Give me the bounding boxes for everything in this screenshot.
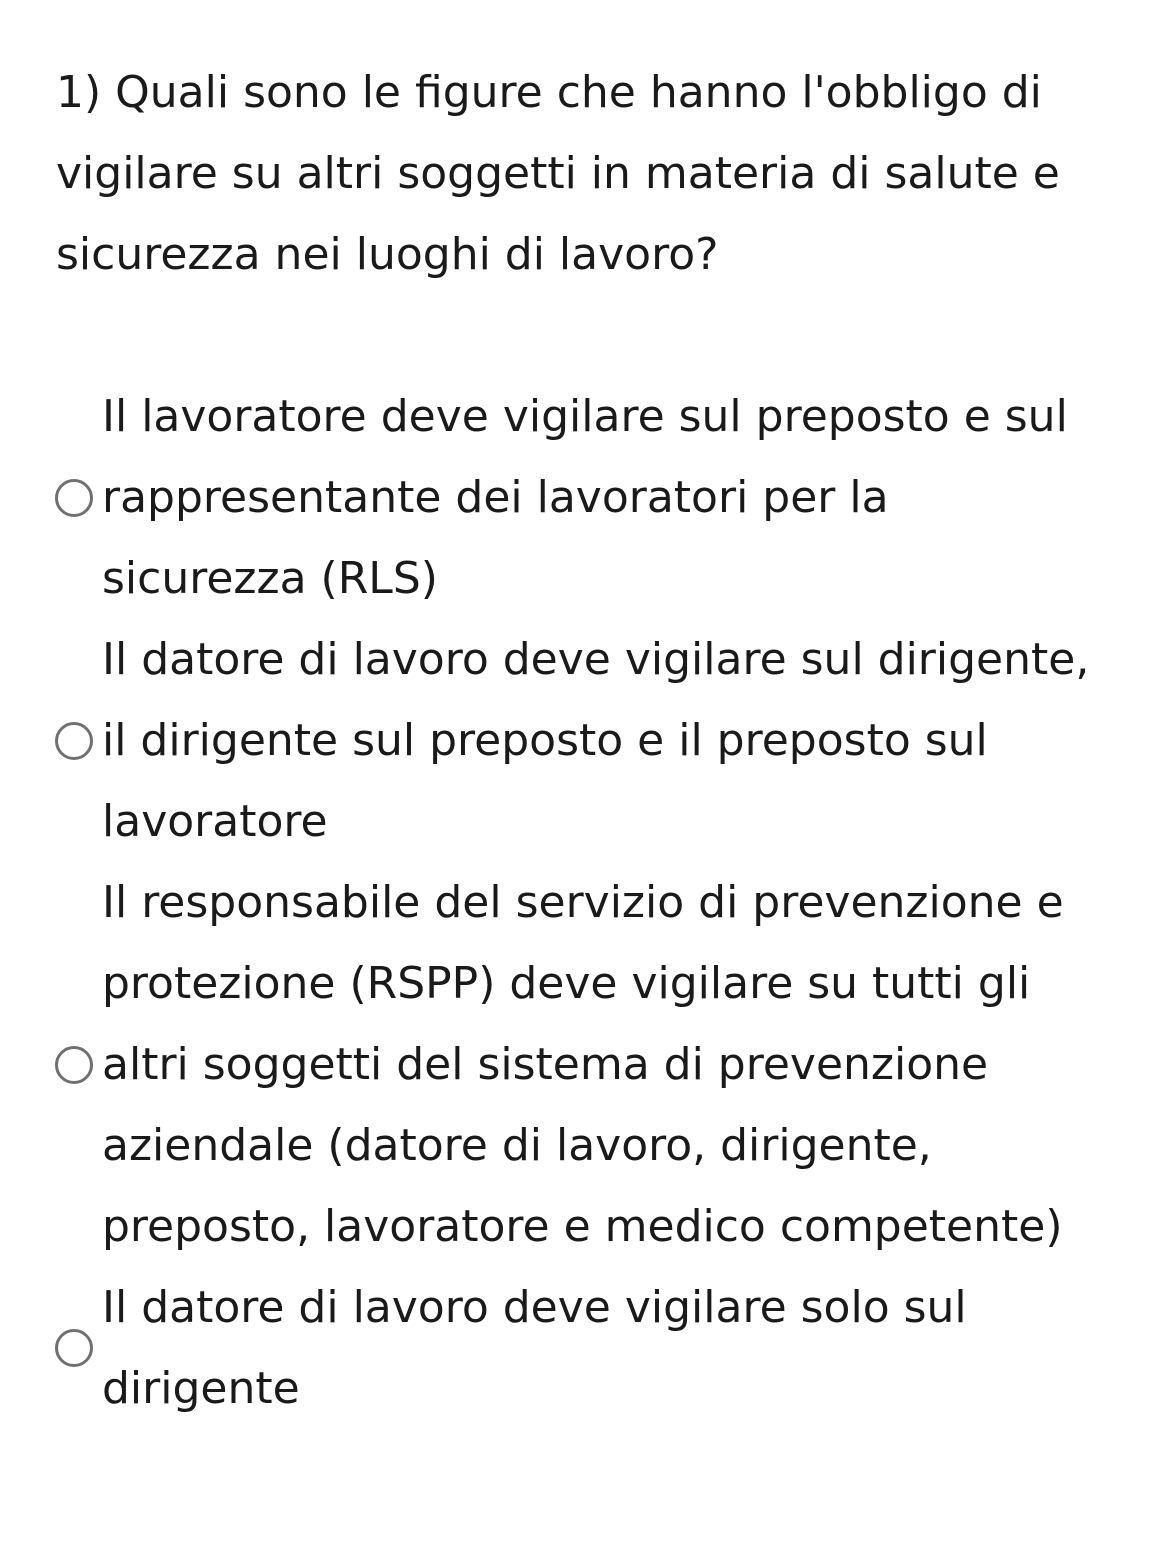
option-4-label[interactable]: Il datore di lavoro deve vigilare solo sul dirigente	[102, 1282, 967, 1414]
option-1-label[interactable]: Il lavoratore deve vigilare sul preposto e sul rappresentante dei lavoratori per la sicurezza (RLS)	[102, 391, 1068, 604]
radio-button-4[interactable]	[55, 1329, 93, 1367]
option-3-label[interactable]: Il responsabile del servizio di prevenzione e protezione (RSPP) deve vigilare su tutti gli altri soggetti del sistema di prevenzione aziendale (datore di lavoro, dirigente, preposto, lavoratore e medico competente)	[102, 877, 1064, 1252]
radio-button-3[interactable]	[55, 1046, 93, 1084]
answer-options	[0, 376, 1154, 1429]
radio-button-2[interactable]	[55, 722, 93, 760]
option-2-label[interactable]: Il datore di lavoro deve vigilare sul dirigente, il dirigente sul preposto e il preposto sul lavoratore	[102, 634, 1090, 847]
option-2[interactable]	[0, 619, 1154, 862]
radio-button-1[interactable]	[55, 479, 93, 517]
question-text: 1) Quali sono le figure che hanno l'obbligo di vigilare su altri soggetti in materia di salute e sicurezza nei luoghi di lavoro?	[56, 67, 1060, 280]
option-3[interactable]	[0, 862, 1154, 1267]
option-4[interactable]	[0, 1267, 1154, 1429]
option-1[interactable]	[0, 376, 1154, 619]
